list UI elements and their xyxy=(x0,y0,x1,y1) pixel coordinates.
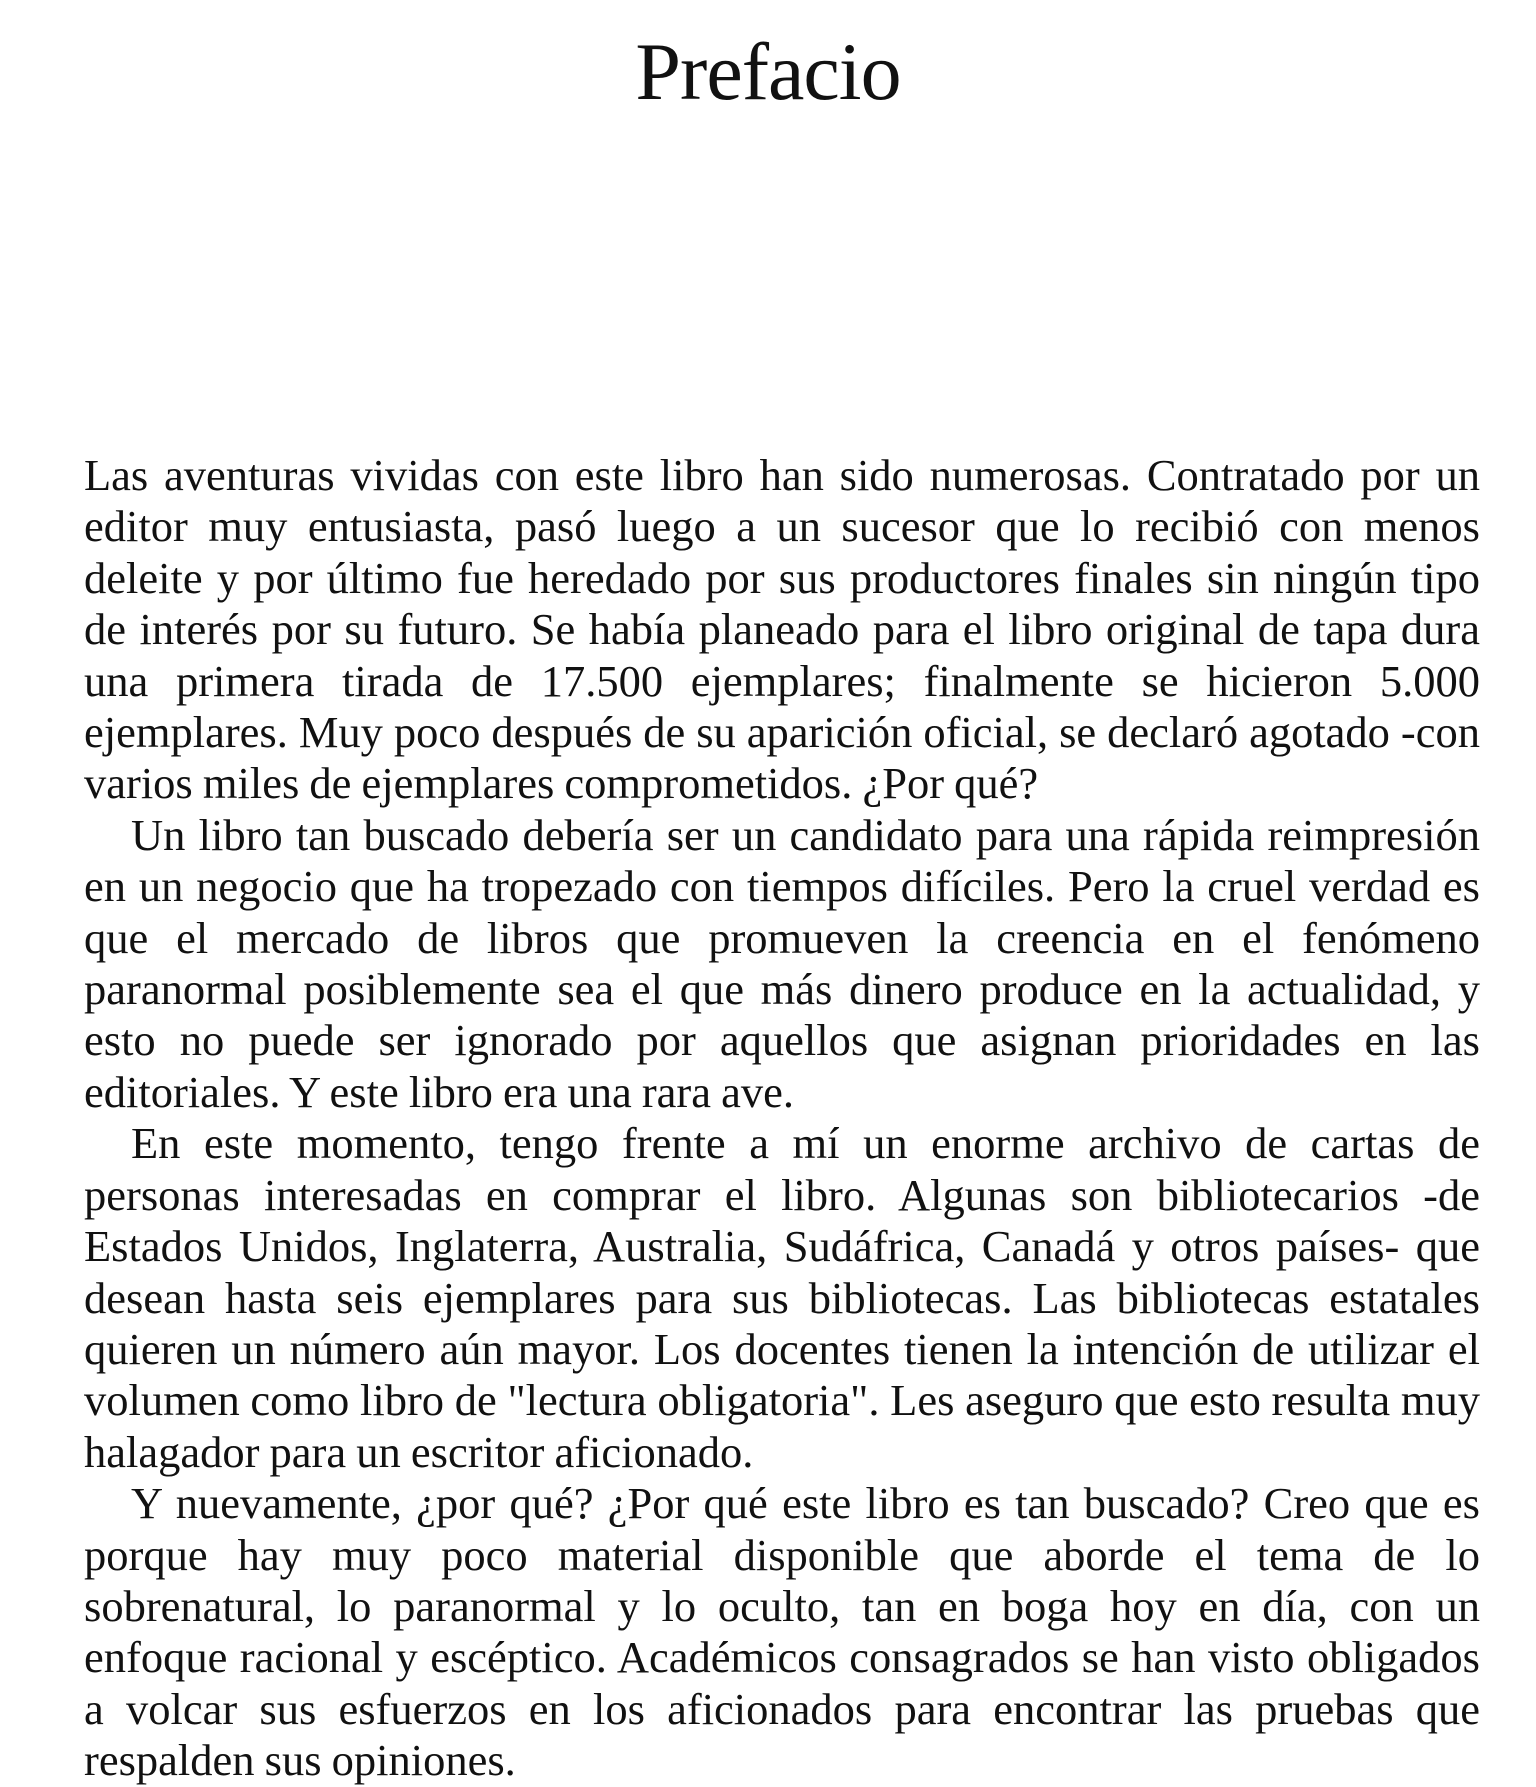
body-text xyxy=(84,450,1480,1787)
paragraph-4: Y nuevamente, ¿por qué? ¿Por qué este libro es tan buscado? Creo que es porque hay muy poco material disponible que aborde el tema de lo sobrenatural, lo paranormal y lo oculto, tan en boga hoy en día, con un enfoque racional y escéptico. Académicos consagrados se han visto obligados a volcar sus esfuerzos en los aficionados para encontrar las pruebas que respalden sus opiniones. xyxy=(84,1478,1480,1786)
paragraph-2: Un libro tan buscado debería ser un candidato para una rápida reimpresión en un negocio que ha tropezado con tiempos difíciles. Pero la cruel verdad es que el mercado de libros que promueven la creencia en el fenómeno paranormal posiblemente sea el que más dinero produce en la actualidad, y esto no puede ser ignorado por aquellos que asignan prioridades en las editoriales. Y este libro era una rara ave. xyxy=(84,809,1480,1117)
paragraph-1: Las aventuras vividas con este libro han sido numerosas. Contratado por un editor muy entusiasta, pasó luego a un sucesor que lo recibió con menos deleite y por último fue heredado por sus productores finales sin ningún tipo de interés por su futuro. Se había planeado para el libro original de tapa dura una primera tirada de 17.500 ejemplares; finalmente se hicieron 5.000 ejemplares. Muy poco después de su aparición oficial, se declaró agotado -con varios miles de ejemplares comprometidos. ¿Por qué? xyxy=(84,450,1480,809)
page-title: Prefacio xyxy=(635,26,901,117)
paragraph-3: En este momento, tengo frente a mí un enorme archivo de cartas de personas interesadas en comprar el libro. Algunas son bibliotecarios -de Estados Unidos, Inglaterra, Australia, Sudáfrica, Canadá y otros países- que desean hasta seis ejemplares para sus bibliotecas. Las bibliotecas estatales quieren un número aún mayor. Los docentes tienen la intención de utilizar el volumen como libro de "lectura obligatoria". Les aseguro que esto resulta muy halagador para un escritor aficionado. xyxy=(84,1118,1480,1477)
